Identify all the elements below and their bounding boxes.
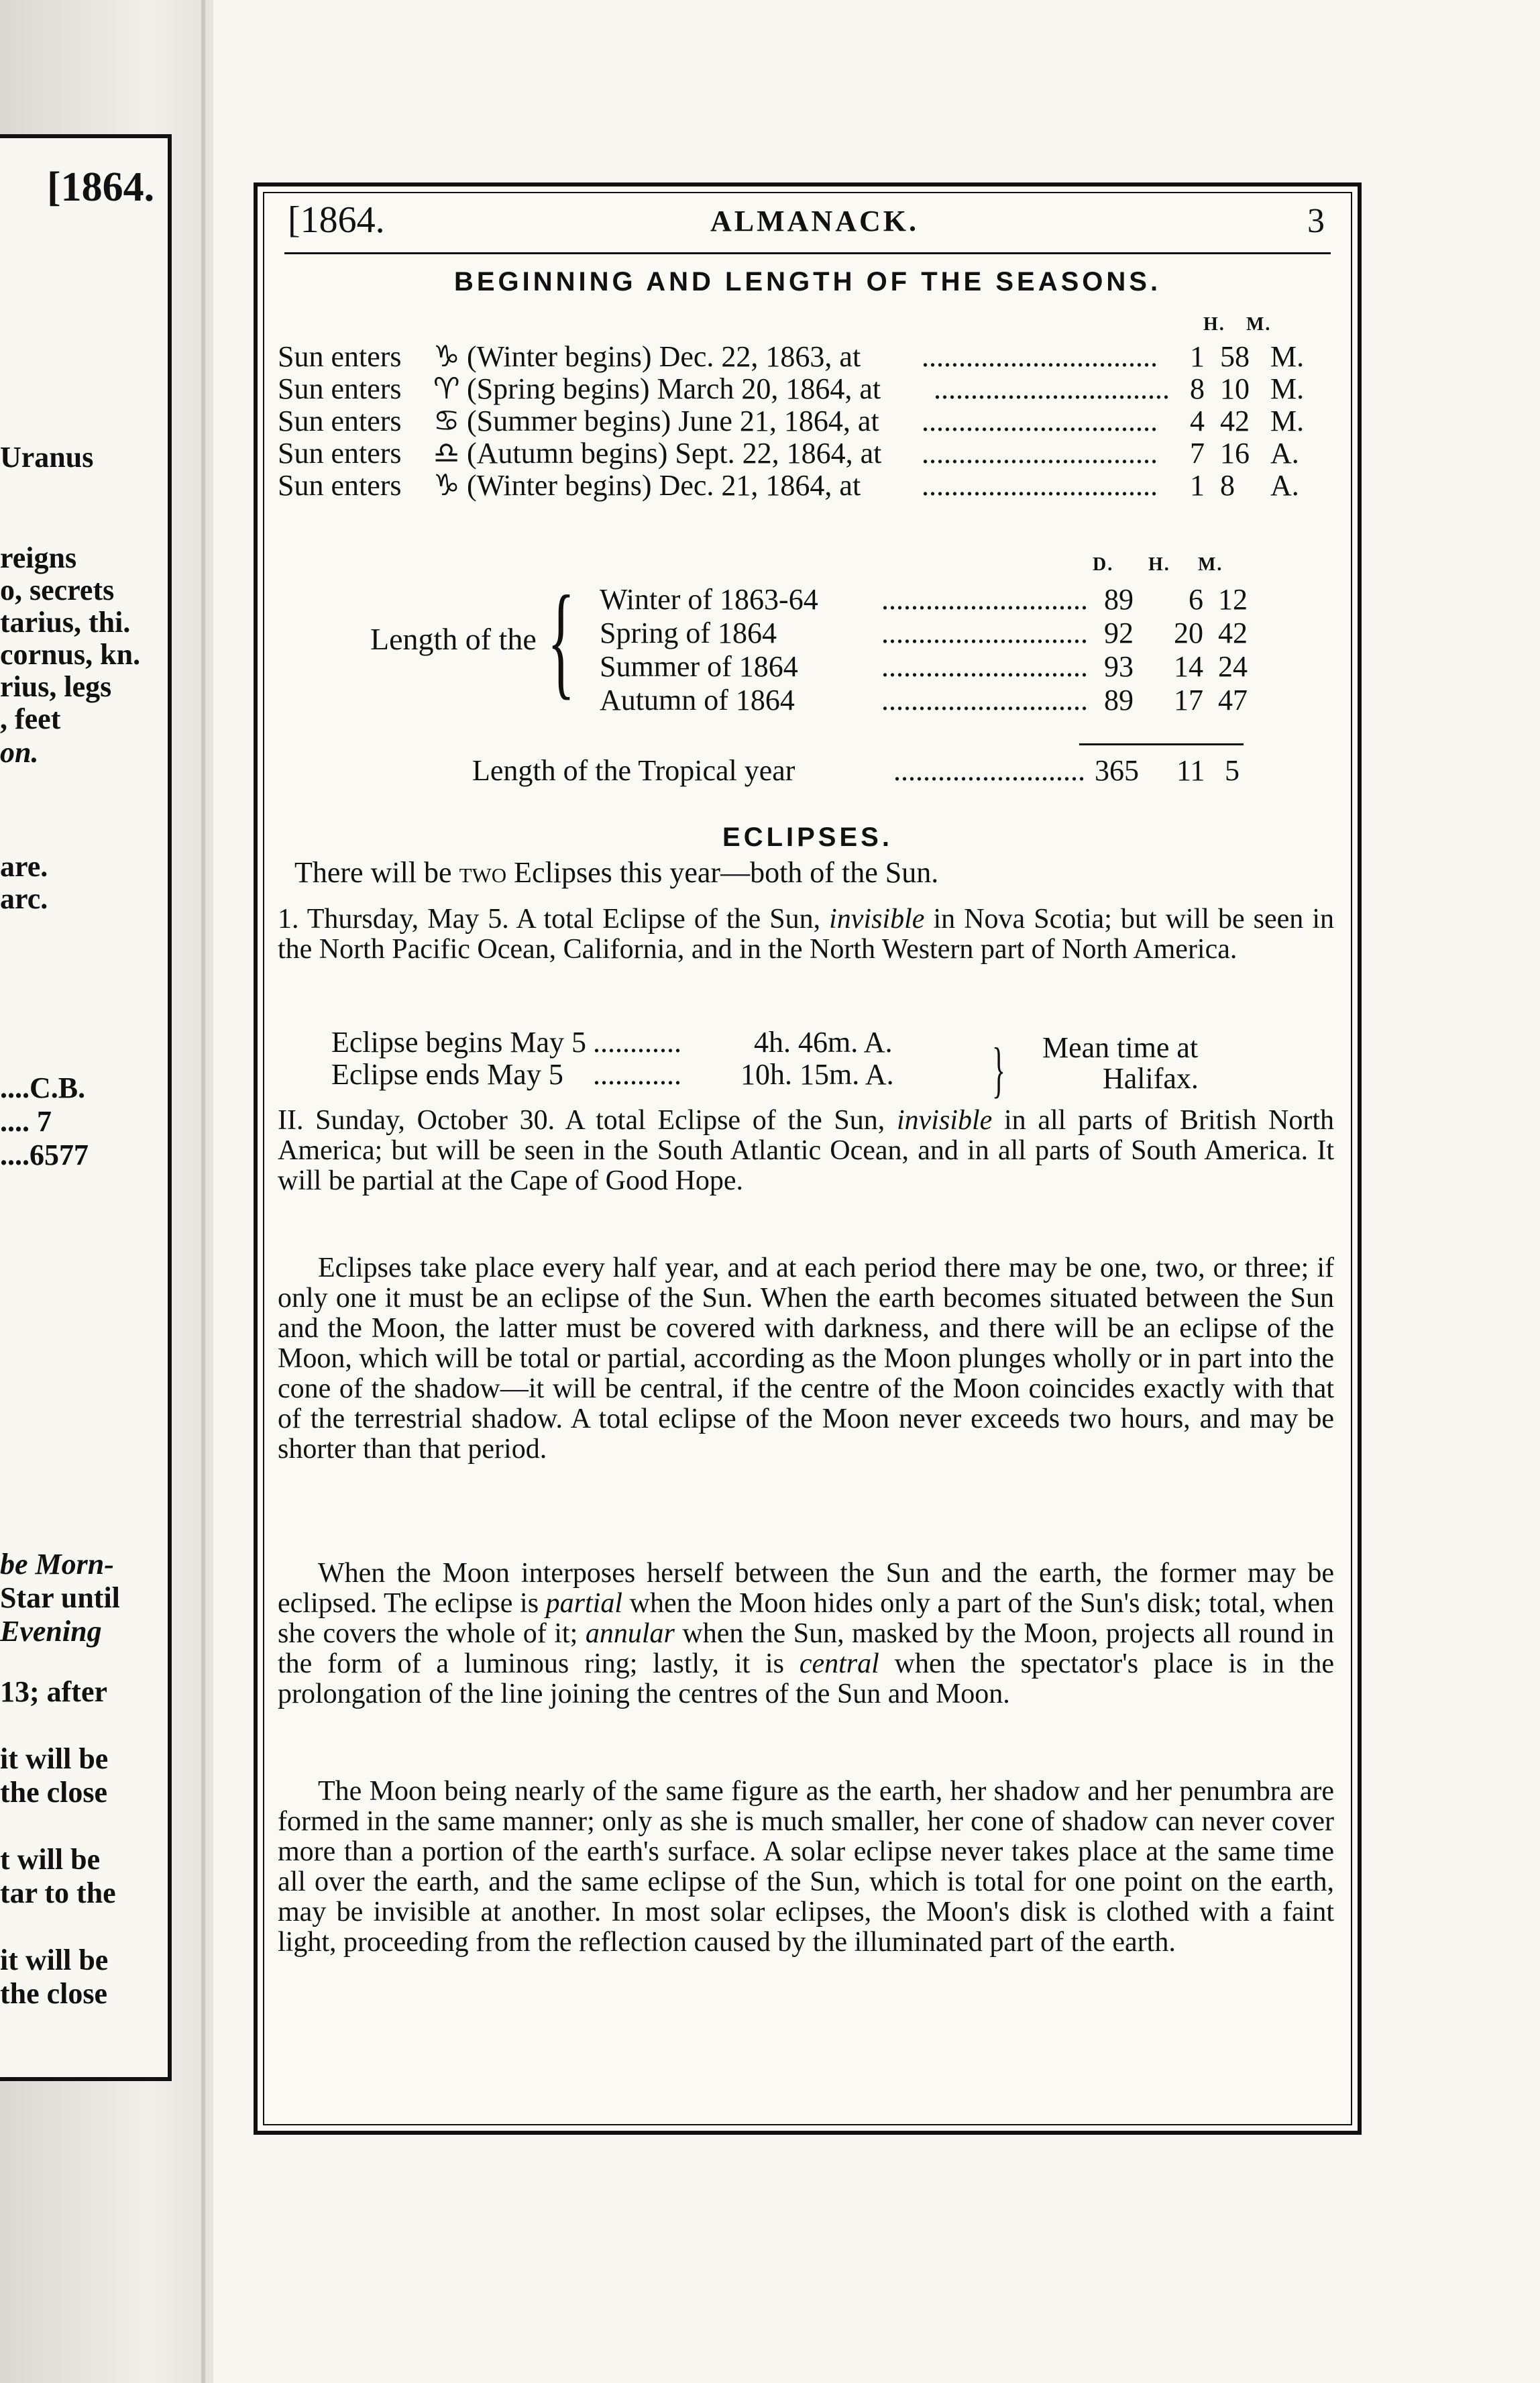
tropical-days: 365 xyxy=(1095,754,1139,787)
leader-dots: ................................ xyxy=(922,340,1158,373)
season-prefix: Sun enters xyxy=(278,340,402,373)
zodiac-icon: ♑ xyxy=(433,468,460,502)
season-text: (Winter begins) Dec. 21, 1864, at xyxy=(467,469,861,502)
leader-dots: ................................ xyxy=(922,469,1158,502)
season-length-hours: 6 xyxy=(1189,583,1203,616)
leader-dots: ............................ xyxy=(881,617,1088,649)
zodiac-icon: ♋ xyxy=(433,404,460,438)
left-fragment: the close xyxy=(0,1977,108,2010)
season-minute: 58 xyxy=(1220,340,1250,373)
eclipse-ends-time: 10h. 15m. A. xyxy=(740,1058,894,1091)
leader-dots: ............................ xyxy=(881,684,1088,717)
season-ampm: M. xyxy=(1270,340,1305,373)
left-page-year: [1864. xyxy=(47,164,155,210)
eclipse-one-b: in Nova Scotia; but will be seen in the North Pacific Ocean, California, and in the North Western part of North America. xyxy=(278,904,1334,965)
left-fragment: rius, legs xyxy=(0,670,112,703)
left-fragment: 13; after xyxy=(0,1675,108,1708)
length-label: Length of the xyxy=(370,622,537,656)
season-length-name: Spring of 1864 xyxy=(600,617,777,649)
leader-dots: ................................ xyxy=(934,372,1170,405)
mean-time-place: Halifax. xyxy=(1103,1062,1199,1095)
tropical-year-row xyxy=(278,753,1337,787)
left-page-fragment xyxy=(0,134,172,2081)
almanack-page xyxy=(254,182,1362,2135)
left-fragment: it will be xyxy=(0,1742,109,1775)
zodiac-icon: ♎ xyxy=(433,436,460,470)
season-prefix: Sun enters xyxy=(278,469,402,502)
p2-italic: annular xyxy=(585,1618,675,1649)
eclipse-one-a: 1. Thursday, May 5. A total Eclipse of the Sun, xyxy=(278,904,830,935)
left-fragment: tar to the xyxy=(0,1876,116,1909)
season-hour: 1 xyxy=(1190,340,1205,373)
season-length-minutes: 42 xyxy=(1218,617,1248,649)
leader-dots: .......................... xyxy=(893,754,1085,787)
leader-dots: ............ xyxy=(593,1058,681,1091)
eclipse-ends-row xyxy=(278,1057,1337,1095)
season-minute: 8 xyxy=(1220,469,1235,502)
intro-emphasis: two xyxy=(459,856,507,889)
left-fragment: Evening xyxy=(0,1615,102,1648)
intro-text: Eclipses this year—both of the Sun. xyxy=(506,856,939,889)
book-spine xyxy=(201,0,205,2383)
left-fragment: , feet xyxy=(0,702,61,735)
season-length-name: Summer of 1864 xyxy=(600,650,798,683)
season-row xyxy=(278,339,1337,373)
p2-text: When the Moon interposes herself between the Sun and the earth, the former may be eclipsed. The eclipse is xyxy=(278,1558,1334,1619)
col-minutes: M. xyxy=(1246,314,1272,335)
p2-text: when the Moon hides only a part of the Sun's disk; total, when she covers the whole of it; xyxy=(278,1588,1334,1649)
season-text: (Winter begins) Dec. 22, 1863, at xyxy=(467,340,861,373)
col-hours-2: H. xyxy=(1148,554,1170,575)
season-length-row xyxy=(278,649,1337,683)
eclipse-one-italic: invisible xyxy=(829,904,925,935)
left-fragment: cornus, kn. xyxy=(0,638,141,671)
page-number: 3 xyxy=(1307,202,1325,240)
zodiac-icon: ♈ xyxy=(433,372,460,406)
header-title: ALMANACK. xyxy=(710,205,919,237)
left-fragment: o, secrets xyxy=(0,574,115,606)
season-minute: 10 xyxy=(1220,372,1250,405)
eclipse-begins-row xyxy=(278,1025,1337,1064)
season-length-name: Winter of 1863-64 xyxy=(600,583,818,616)
col-minutes-2: M. xyxy=(1198,554,1223,575)
mean-time-label: Mean time at xyxy=(1042,1031,1199,1064)
p2-italic: central xyxy=(799,1648,879,1679)
season-row xyxy=(278,436,1337,470)
season-prefix: Sun enters xyxy=(278,372,402,405)
season-hour: 7 xyxy=(1190,437,1205,470)
eclipse-ends-label: Eclipse ends May 5 xyxy=(331,1058,563,1091)
left-fragment: reigns xyxy=(0,541,77,574)
left-fragment: it will be xyxy=(0,1944,109,1976)
eclipse-begins-label: Eclipse begins May 5 xyxy=(331,1026,587,1059)
season-hour: 8 xyxy=(1190,372,1205,405)
left-fragment: Star until xyxy=(0,1581,120,1614)
season-text: (Autumn begins) Sept. 22, 1864, at xyxy=(467,437,882,470)
tropical-hours: 11 xyxy=(1176,754,1205,787)
season-length-hours: 17 xyxy=(1174,684,1203,717)
brace: } xyxy=(992,1035,1005,1104)
brace: { xyxy=(547,570,575,711)
season-text: (Summer begins) June 21, 1864, at xyxy=(467,405,879,437)
p2-text: when the Sun, masked by the Moon, projects all round in the form of a luminous ring; lastly, it is xyxy=(278,1618,1334,1679)
left-fragment: the close xyxy=(0,1776,108,1809)
season-row xyxy=(278,372,1337,405)
season-minute: 16 xyxy=(1220,437,1250,470)
season-ampm: A. xyxy=(1270,469,1299,502)
season-row xyxy=(278,404,1337,437)
season-length-row xyxy=(278,683,1337,717)
season-length-name: Autumn of 1864 xyxy=(600,684,795,717)
eclipse-one-text xyxy=(278,904,1334,965)
eclipse-two-a: II. Sunday, October 30. A total Eclipse of the Sun, xyxy=(278,1105,897,1136)
eclipse-two-text xyxy=(278,1106,1334,1196)
left-fragment: ....C.B. xyxy=(0,1071,86,1104)
left-fragment: tarius, thi. xyxy=(0,606,131,639)
season-length-minutes: 12 xyxy=(1218,583,1248,616)
tropical-label: Length of the Tropical year xyxy=(472,754,795,787)
left-fragment: .... 7 xyxy=(0,1105,52,1138)
season-length-row xyxy=(278,616,1337,649)
eclipse-two-b: in all parts of British North America; but will be seen in the South Atlantic Ocean, and in all parts of South America. It will be partial at the Cape of Good Hope. xyxy=(278,1105,1334,1196)
season-ampm: M. xyxy=(1270,372,1305,405)
seasons-heading: BEGINNING AND LENGTH OF THE SEASONS. xyxy=(453,267,1162,297)
eclipses-paragraph-3: The Moon being nearly of the same figure as the earth, her shadow and her penumbra are formed in the same manner; only as she is much smaller, her cone of shadow can never cover more than a portion of the earth's surface. A solar eclipse never takes place at the same time all over the earth, and the same eclipse of the Sun, which is total for one point on the earth, may be invisible at another. In most solar eclipses, the Moon's disk is clothed with a faint light, proceeding from the reflection caused by the illuminated part of the earth. xyxy=(278,1776,1334,1958)
eclipses-intro xyxy=(294,857,1351,888)
season-ampm: M. xyxy=(1270,405,1305,437)
season-row xyxy=(278,468,1337,502)
season-prefix: Sun enters xyxy=(278,405,402,437)
leader-dots: ............................ xyxy=(881,583,1088,616)
eclipse-two-italic: invisible xyxy=(896,1105,993,1136)
season-length-days: 92 xyxy=(1104,617,1134,649)
season-text: (Spring begins) March 20, 1864, at xyxy=(467,372,881,405)
header-year: [1864. xyxy=(288,199,385,241)
season-length-days: 89 xyxy=(1104,583,1134,616)
zodiac-icon: ♑ xyxy=(433,339,460,374)
eclipses-heading: ECLIPSES. xyxy=(722,823,893,852)
leader-dots: ................................ xyxy=(922,405,1158,437)
season-length-hours: 20 xyxy=(1174,617,1203,649)
left-fragment: arc. xyxy=(0,882,48,915)
season-ampm: A. xyxy=(1270,437,1299,470)
season-minute: 42 xyxy=(1220,405,1250,437)
season-length-minutes: 47 xyxy=(1218,684,1248,717)
season-hour: 4 xyxy=(1190,405,1205,437)
left-fragment: ....6577 xyxy=(0,1138,89,1171)
p2-text: when the spectator's place is in the prolongation of the line joining the centres of the Sun and Moon. xyxy=(278,1648,1334,1709)
leader-dots: ................................ xyxy=(922,437,1158,470)
season-hour: 1 xyxy=(1190,469,1205,502)
eclipse-begins-time: 4h. 46m. A. xyxy=(754,1026,893,1059)
season-prefix: Sun enters xyxy=(278,437,402,470)
left-fragment: Uranus xyxy=(0,441,94,474)
p2-italic: partial xyxy=(545,1588,623,1619)
season-length-hours: 14 xyxy=(1174,650,1203,683)
season-length-row xyxy=(278,582,1337,616)
leader-dots: ............ xyxy=(593,1026,681,1059)
header-rule xyxy=(284,252,1331,254)
left-fragment: on. xyxy=(0,736,39,769)
left-fragment: be Morn- xyxy=(0,1548,114,1581)
sum-rule xyxy=(1079,743,1244,745)
left-fragment: t will be xyxy=(0,1843,101,1876)
col-hours: H. xyxy=(1203,314,1225,335)
left-fragment: are. xyxy=(0,850,48,883)
leader-dots: ............................ xyxy=(881,650,1088,683)
eclipses-paragraph-1: Eclipses take place every half year, and at each period there may be one, two, or three; if only one it must be an eclipse of the Sun. When the earth becomes situated between the Sun and the Moon, the latter must be covered with darkness, and there will be an eclipse of the Moon, which will be total or partial, according as the Moon plunges wholly or in part into the cone of the shadow—it will be central, if the centre of the Moon coincides exactly with that of the terrestrial shadow. A total eclipse of the Moon never exceeds two hours, and may be shorter than that period. xyxy=(278,1253,1334,1465)
season-length-days: 93 xyxy=(1104,650,1134,683)
season-length-days: 89 xyxy=(1104,684,1134,717)
eclipses-paragraph-2 xyxy=(278,1558,1334,1709)
season-length-minutes: 24 xyxy=(1218,650,1248,683)
col-days: D. xyxy=(1093,554,1114,575)
intro-text: There will be xyxy=(294,856,459,889)
tropical-minutes: 5 xyxy=(1225,754,1240,787)
